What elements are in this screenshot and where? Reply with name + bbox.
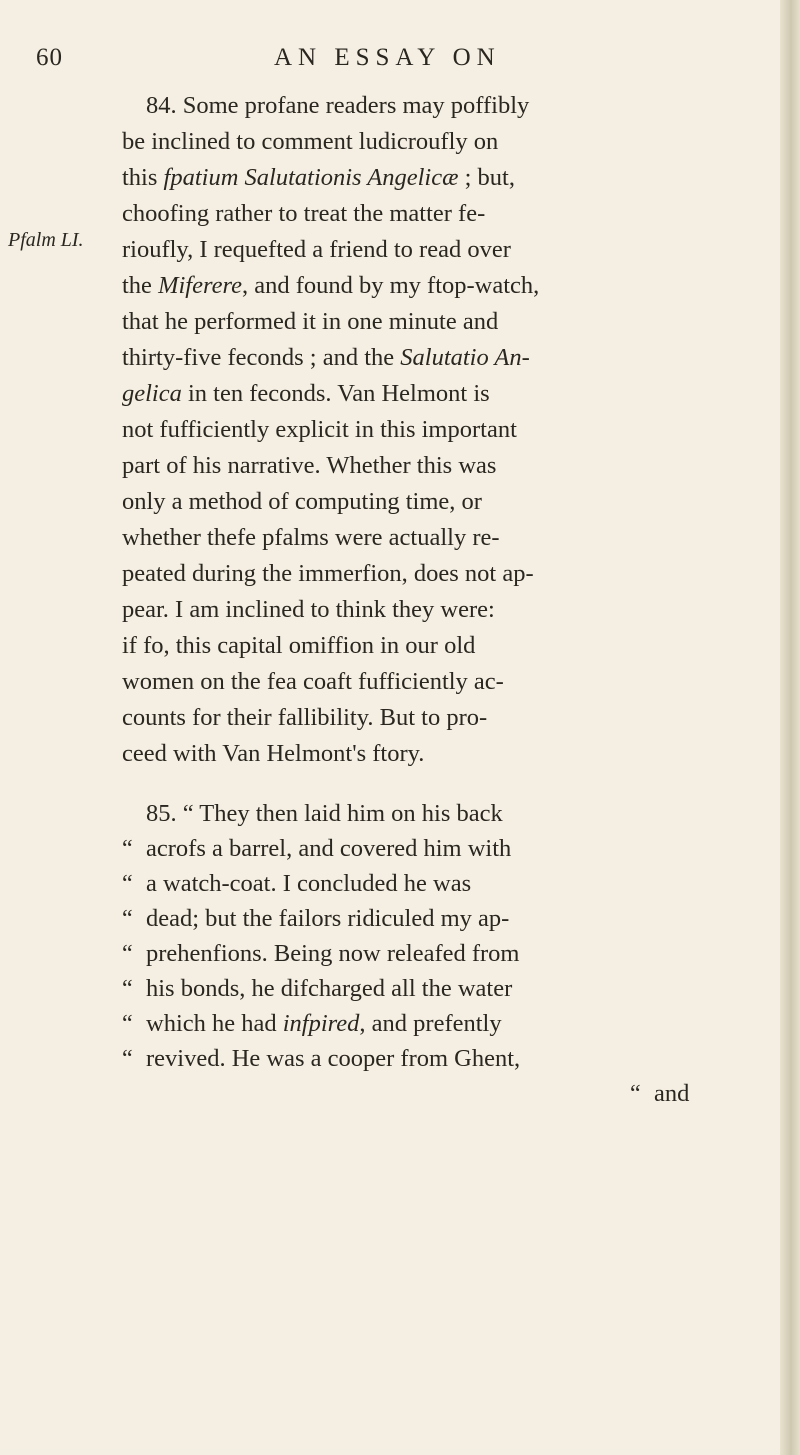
text-line: part of his narrative. Whether this was	[122, 452, 497, 479]
text-line: “ his bonds, he difcharged all the water	[122, 971, 512, 1007]
text-line: rioufly, I requefted a friend to read over	[122, 236, 511, 263]
text-line: “ which he had infpired, and prefently	[122, 1006, 502, 1042]
text-line: counts for their fallibility. But to pro-	[122, 704, 488, 731]
text-line: only a method of computing time, or	[122, 488, 482, 515]
text-line: ceed with Van Helmont's ftory.	[122, 740, 425, 767]
text-line: gelica in ten feconds. Van Helmont is	[122, 380, 490, 407]
page-header	[36, 44, 736, 84]
quote-mark: “	[122, 941, 133, 967]
text-line: choofing rather to treat the matter fe-	[122, 200, 486, 227]
quote-mark: “	[122, 976, 133, 1002]
text-line: 84. Some profane readers may poffibly	[146, 92, 530, 119]
text-line: “ dead; but the failors ridiculed my ap-	[122, 901, 509, 937]
text-line: pear. I am inclined to think they were:	[122, 596, 495, 623]
text-line: whether thefe pfalms were actually re-	[122, 524, 500, 551]
text-line: “ and	[630, 1076, 689, 1112]
text-line: not fufficiently explicit in this important	[122, 416, 517, 443]
text-line: if fo, this capital omiffion in our old	[122, 632, 476, 659]
margin-note: Pfalm LI.	[8, 229, 84, 251]
quote-mark: “	[122, 906, 133, 932]
text-line: women on the fea coaft fufficiently ac-	[122, 668, 504, 695]
quote-mark: “	[122, 871, 133, 897]
quote-mark: “	[122, 1011, 133, 1037]
text-line: thirty-five feconds ; and the Salutatio An-	[122, 344, 530, 371]
page-binding-edge	[780, 0, 800, 1455]
text-line: “ prehenfions. Being now releafed from	[122, 936, 520, 972]
text-line: “ acrofs a barrel, and covered him with	[122, 831, 511, 867]
text-line: 85. “ They then laid him on his back	[146, 800, 503, 827]
text-line: that he performed it in one minute and	[122, 308, 499, 335]
quote-mark: “	[122, 1046, 133, 1072]
quote-mark: “	[122, 836, 133, 862]
text-line: “ a watch-coat. I concluded he was	[122, 866, 471, 902]
text-line: the Miferere, and found by my ftop-watch,	[122, 272, 540, 299]
running-head: AN ESSAY ON	[274, 44, 501, 71]
text-line: “ revived. He was a cooper from Ghent,	[122, 1041, 520, 1077]
quote-mark: “	[630, 1081, 641, 1107]
page-number: 60	[36, 44, 63, 71]
text-line: be inclined to comment ludicroufly on	[122, 128, 499, 155]
text-line: this fpatium Salutationis Angelicæ ; but,	[122, 164, 515, 191]
text-line: peated during the immerfion, does not ap-	[122, 560, 534, 587]
